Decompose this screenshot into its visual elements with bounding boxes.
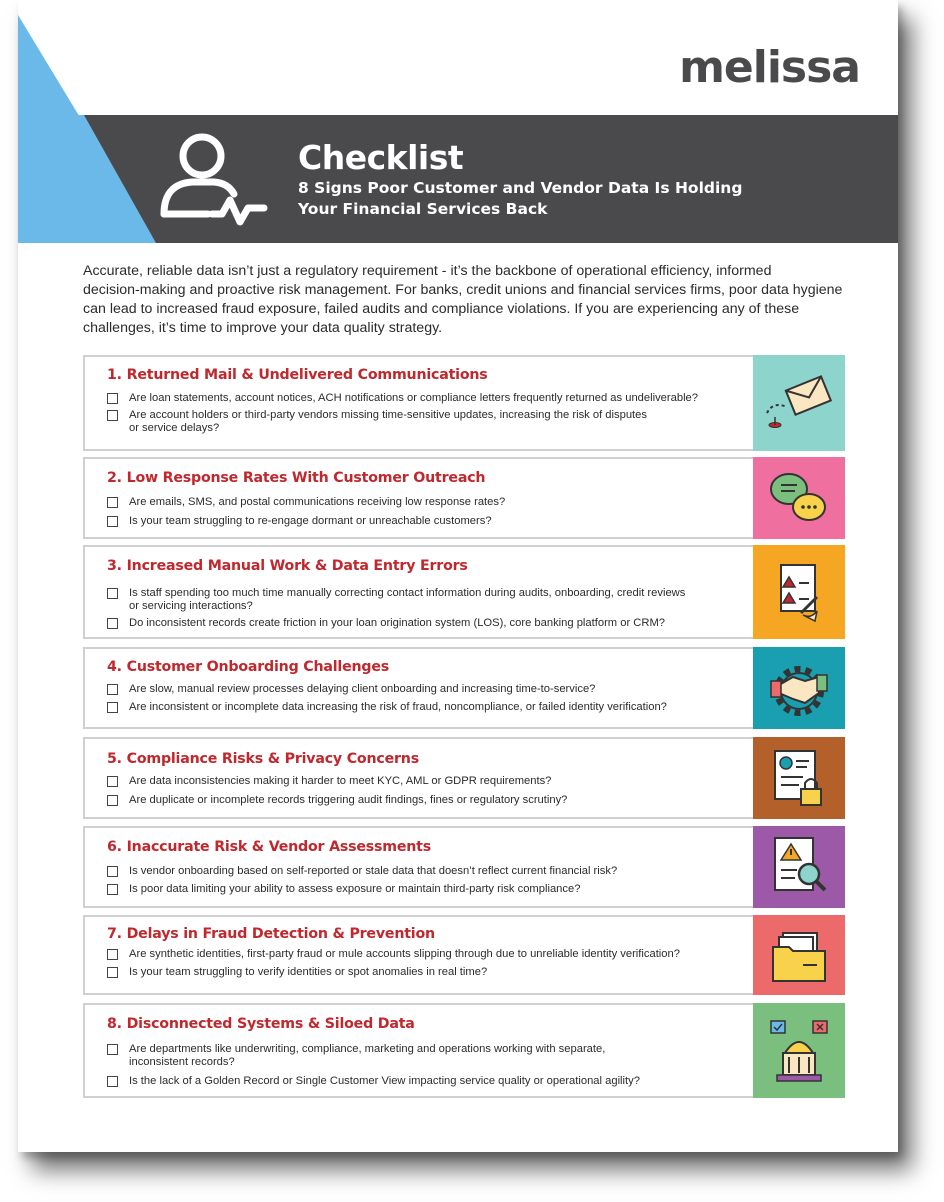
person-pulse-icon	[160, 132, 272, 226]
checklist-item: Is your team struggling to re-engage dormant or unreachable customers?	[107, 515, 747, 528]
checklist-item: Is staff spending too much time manually correcting contact information during audits, onboarding, credit reviews or servicing interactions?	[107, 587, 747, 612]
banner-accent	[18, 115, 158, 243]
checklist-page	[18, 0, 898, 1152]
folder-icon	[753, 915, 845, 995]
checkbox[interactable]	[107, 949, 118, 960]
checklist-item: Are synthetic identities, first-party fraud or mule accounts slipping through due to unreliable identity verification?	[107, 948, 747, 961]
building-checks-icon	[753, 1003, 845, 1098]
section-title: 3. Increased Manual Work & Data Entry Errors	[107, 558, 468, 574]
checklist-item: Are emails, SMS, and postal communications receiving low response rates?	[107, 496, 747, 509]
checkbox[interactable]	[107, 516, 118, 527]
section-title: 7. Delays in Fraud Detection & Prevention	[107, 926, 435, 942]
checklist-section-2	[83, 457, 845, 539]
checklist-section-3	[83, 545, 845, 639]
section-icon-box	[753, 915, 845, 995]
checkbox[interactable]	[107, 618, 118, 629]
id-lock-icon	[753, 737, 845, 819]
checklist-item: Are slow, manual review processes delaying client onboarding and increasing time-to-service?	[107, 683, 747, 696]
checkbox[interactable]	[107, 795, 118, 806]
section-title: 4. Customer Onboarding Challenges	[107, 659, 390, 675]
checklist-item: Do inconsistent records create friction in your loan origination system (LOS), core banking platform or CRM?	[107, 617, 747, 630]
section-icon-box	[753, 457, 845, 539]
checkbox[interactable]	[107, 410, 118, 421]
checklist-item: Is your team struggling to verify identities or spot anomalies in real time?	[107, 966, 747, 979]
section-icon-box	[753, 355, 845, 451]
section-icon-box	[753, 545, 845, 639]
melissa-logo: melissa	[679, 42, 860, 93]
checklist-item: Are data inconsistencies making it harder to meet KYC, AML or GDPR requirements?	[107, 775, 747, 788]
section-title: 2. Low Response Rates With Customer Outreach	[107, 470, 486, 486]
checklist-section-6	[83, 826, 845, 908]
checkbox[interactable]	[107, 776, 118, 787]
checklist-item: Is the lack of a Golden Record or Single Customer View impacting service quality or operational agility?	[107, 1075, 747, 1088]
checkbox[interactable]	[107, 684, 118, 695]
checkbox[interactable]	[107, 393, 118, 404]
document-warning-icon	[753, 545, 845, 639]
checkbox[interactable]	[107, 588, 118, 599]
checkbox[interactable]	[107, 1044, 118, 1055]
checkbox[interactable]	[107, 702, 118, 713]
checkbox[interactable]	[107, 884, 118, 895]
section-title: 8. Disconnected Systems & Siloed Data	[107, 1016, 415, 1032]
checklist-item: Is poor data limiting your ability to assess exposure or maintain third-party risk compliance?	[107, 883, 747, 896]
envelope-icon	[753, 355, 845, 451]
checklist-item: Are duplicate or incomplete records triggering audit findings, fines or regulatory scrutiny?	[107, 794, 747, 807]
checklist-section-8	[83, 1003, 845, 1098]
section-icon-box	[753, 826, 845, 908]
checklist-section-5	[83, 737, 845, 819]
checkbox[interactable]	[107, 497, 118, 508]
checklist-item: Are loan statements, account notices, ACH notifications or compliance letters frequently returned as undeliverable?	[107, 392, 747, 405]
section-title: 5. Compliance Risks & Privacy Concerns	[107, 751, 419, 767]
intro-paragraph: Accurate, reliable data isn’t just a regulatory requirement - it’s the backbone of operational efficiency, informed decision-making and proactive risk management. For banks, credit unions and financial services firms, poor data hygiene can lead to increased fraud exposure, failed audits and compliance violations. If you are experiencing any of these challenges, it’s time to improve your data quality strategy.	[83, 263, 843, 336]
checklist-item: Is vendor onboarding based on self-reported or stale data that doesn’t reflect current financial risk?	[107, 865, 747, 878]
checklist-section-7	[83, 915, 845, 995]
section-title: 6. Inaccurate Risk & Vendor Assessments	[107, 839, 431, 855]
section-icon-box	[753, 1003, 845, 1098]
page-subtitle: 8 Signs Poor Customer and Vendor Data Is Holding Your Financial Services Back	[298, 179, 743, 218]
section-title: 1. Returned Mail & Undelivered Communications	[107, 367, 488, 383]
checkbox[interactable]	[107, 967, 118, 978]
checklist-section-1	[83, 355, 845, 451]
checkbox[interactable]	[107, 1076, 118, 1087]
chat-bubbles-icon	[753, 457, 845, 539]
section-icon-box	[753, 737, 845, 819]
checklist-item: Are departments like underwriting, compliance, marketing and operations working with separate, inconsistent records?	[107, 1043, 747, 1068]
handshake-gear-icon	[753, 647, 845, 729]
page-title: Checklist	[298, 138, 464, 177]
section-icon-box	[753, 647, 845, 729]
checklist-item: Are inconsistent or incomplete data increasing the risk of fraud, noncompliance, or failed identity verification?	[107, 701, 747, 714]
checklist-section-4	[83, 647, 845, 729]
document-search-warning-icon	[753, 826, 845, 908]
checklist-item: Are account holders or third-party vendors missing time-sensitive updates, increasing the risk of disputes or service delays?	[107, 409, 747, 434]
checkbox[interactable]	[107, 866, 118, 877]
